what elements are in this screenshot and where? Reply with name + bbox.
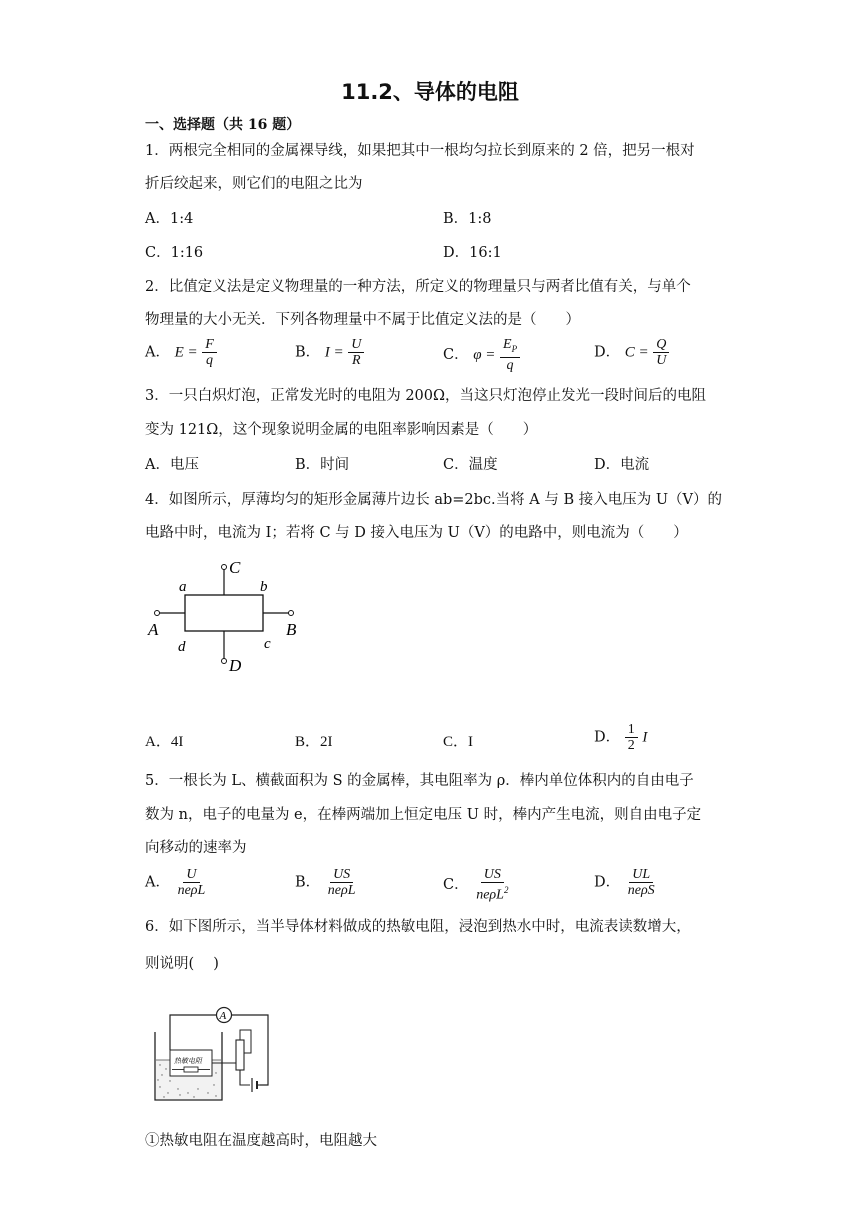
option-a: A．电压 <box>145 457 199 473</box>
fraction <box>348 337 364 368</box>
question-text: 2．比值定义法是定义物理量的一种方法，所定义的物理量只与两者比值有关，与单个 <box>145 279 691 295</box>
numerator: U <box>348 337 364 353</box>
fraction <box>625 867 658 898</box>
question-text: 6．如下图所示，当半导体材料做成的热敏电阻，浸泡到热水中时，电流表读数增大， <box>145 919 691 935</box>
option-d: D．16:1 <box>443 245 502 261</box>
ammeter-label: A <box>219 1010 227 1022</box>
fraction <box>500 337 520 373</box>
corner-label-b: b <box>260 579 268 595</box>
thermistor-circuit-figure <box>150 1005 275 1105</box>
fraction <box>653 337 669 368</box>
formula-tail: I <box>642 729 648 746</box>
fraction <box>175 867 209 898</box>
question-text: 向移动的速率为 <box>145 840 247 856</box>
option-c: C．I <box>443 734 474 750</box>
page-title: 11.2、导体的电阻 <box>341 80 519 104</box>
numerator: 1 <box>625 722 638 738</box>
option-c <box>443 867 511 903</box>
option-label: D． <box>594 344 621 361</box>
question-text: 变为 121Ω，这个现象说明金属的电阻率影响因素是（ ） <box>145 422 538 438</box>
terminal-label-c: C <box>229 558 241 577</box>
numerator: Q <box>653 337 669 353</box>
question-text: 1．两根完全相同的金属裸导线，如果把其中一根均匀拉长到原来的 2 倍，把另一根对 <box>145 143 695 159</box>
option-d <box>594 722 647 753</box>
denominator: neρL <box>327 883 356 898</box>
option-label: A． <box>145 874 170 891</box>
section-heading: 一、选择题（共 16 题） <box>145 117 301 133</box>
denominator-superscript: 2 <box>503 885 509 895</box>
option-b <box>295 867 359 898</box>
wire-top-left <box>170 1015 216 1050</box>
option-label: C． <box>443 346 469 363</box>
corner-label-a: a <box>179 579 187 595</box>
option-b: B．1:8 <box>443 211 492 227</box>
option-label: A． <box>145 344 170 361</box>
denominator: 2 <box>627 738 635 753</box>
option-a: A．4I <box>145 734 184 750</box>
corner-label-d: d <box>178 639 186 655</box>
formula-lhs: φ = <box>473 346 496 363</box>
statement-1: ①热敏电阻在温度越高时，电阻越大 <box>145 1133 377 1149</box>
formula-lhs: I = <box>324 344 344 361</box>
numerator-subscript: P <box>511 343 518 354</box>
option-b: B．时间 <box>295 457 350 473</box>
numerator: F <box>202 337 217 353</box>
option-label: D． <box>594 874 621 891</box>
terminal-label-b: B <box>286 620 297 639</box>
question-text: 5．一根长为 L、横截面积为 S 的金属棒，其电阻率为 ρ．棒内单位体积内的自由电子 <box>145 773 694 789</box>
option-c: C．温度 <box>443 457 498 473</box>
option-label: D． <box>594 729 621 746</box>
wire-bottom <box>240 1070 250 1085</box>
numerator: US <box>330 867 353 883</box>
fraction <box>473 867 511 903</box>
rectangle-plate-figure <box>140 555 310 680</box>
option-a: A．1:4 <box>145 211 194 227</box>
denominator: R <box>352 353 361 368</box>
option-b <box>295 337 364 368</box>
fraction <box>202 337 217 368</box>
question-text: 则说明( ) <box>145 956 219 972</box>
metal-plate <box>185 595 263 631</box>
denominator: U <box>656 353 667 368</box>
numerator: UL <box>629 867 653 883</box>
numerator-main: E <box>503 337 512 352</box>
option-d <box>594 337 669 368</box>
option-label: B． <box>295 344 321 361</box>
thermistor-icon <box>184 1067 198 1072</box>
rheostat-icon <box>236 1040 244 1070</box>
question-text: 数为 n，电子的电量为 e，在棒两端加上恒定电压 U 时，棒内产生电流，则自由电子定 <box>145 807 702 823</box>
option-label: B． <box>295 874 321 891</box>
formula-lhs: C = <box>624 344 649 361</box>
terminal-label-a: A <box>148 620 159 639</box>
denominator: q <box>506 357 514 373</box>
option-a <box>145 867 208 898</box>
question-text: 3．一只白炽灯泡，正常发光时的电阻为 200Ω，当这只灯泡停止发光一段时间后的电阻 <box>145 388 707 404</box>
question-text: 物理量的大小无关．下列各物理量中不属于比值定义法的是（ ） <box>145 312 580 328</box>
denominator: neρS <box>627 883 655 898</box>
denominator: neρL <box>177 883 206 898</box>
option-d <box>594 867 658 898</box>
numerator <box>500 337 520 358</box>
question-text: 4．如图所示，厚薄均匀的矩形金属薄片边长 ab=2bc.当将 A 与 B 接入电压为 U（V）的 <box>145 492 723 508</box>
question-text: 电路中时，电流为 I；若将 C 与 D 接入电压为 U（V）的电路中，则电流为（ ） <box>145 525 688 541</box>
denominator <box>473 883 511 903</box>
numerator: U <box>183 867 199 883</box>
thermistor-label: 热敏电阻 <box>174 1057 202 1065</box>
formula-lhs: E = <box>174 344 198 361</box>
denominator: q <box>206 353 214 368</box>
fraction <box>325 867 359 898</box>
fraction <box>625 722 638 753</box>
option-c <box>443 337 520 373</box>
terminal-b <box>289 611 294 616</box>
option-d: D．电流 <box>594 457 650 473</box>
question-text: 折后绞起来，则它们的电阻之比为 <box>145 176 363 192</box>
terminal-c <box>222 565 227 570</box>
option-b: B．2I <box>295 734 333 750</box>
terminal-label-d: D <box>229 656 242 675</box>
numerator: US <box>481 867 504 883</box>
terminal-d <box>222 659 227 664</box>
corner-label-c: c <box>264 636 271 652</box>
terminal-a <box>155 611 160 616</box>
option-a <box>145 337 217 368</box>
denominator-main: neρL <box>476 887 504 903</box>
option-label: C． <box>443 876 469 893</box>
option-c: C．1:16 <box>145 245 204 261</box>
